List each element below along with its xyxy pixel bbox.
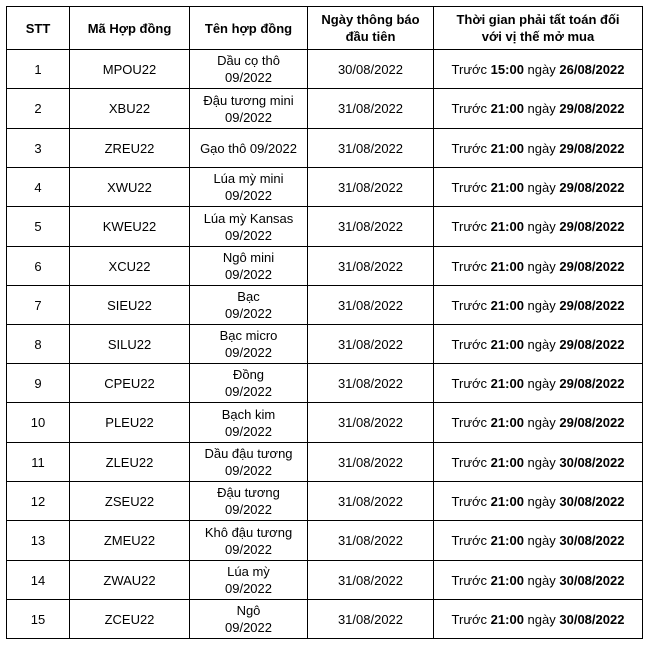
cell-settlement-time [434, 561, 643, 600]
header-settlement-time-line1: Thời gian phải tất toán đối [456, 12, 620, 27]
contract-name-line1: Lúa mỳ Kansas [203, 210, 294, 226]
cell-contract-name [190, 129, 308, 168]
cell-settlement-time [434, 286, 643, 325]
settlement-date: 29/08/2022 [559, 179, 625, 195]
settlement-day-word: ngày [527, 572, 556, 588]
cell-first-notice-date: 31/08/2022 [308, 89, 434, 129]
cell-contract-name [190, 561, 308, 600]
settlement-time: 21:00 [490, 493, 524, 509]
table-row [7, 561, 643, 600]
cell-contract-name [190, 364, 308, 403]
settlement-date: 30/08/2022 [559, 572, 625, 588]
settlement-date: 29/08/2022 [559, 297, 625, 313]
settlement-day-word: ngày [527, 611, 556, 627]
cell-contract-code: ZREU22 [70, 129, 190, 168]
settlement-date: 30/08/2022 [559, 533, 625, 548]
cell-contract-name [190, 168, 308, 207]
settlement-before-word: Trước [451, 179, 488, 195]
cell-contract-name [190, 50, 308, 89]
cell-first-notice-date: 31/08/2022 [308, 482, 434, 521]
table-row [7, 129, 643, 168]
cell-stt: 13 [7, 521, 70, 561]
settlement-before-word: Trước [451, 572, 488, 588]
contract-name-line2: 09/2022 [225, 188, 272, 203]
cell-contract-name [190, 403, 308, 443]
settlement-time: 21:00 [490, 533, 524, 548]
cell-first-notice-date: 31/08/2022 [308, 521, 434, 561]
table-row [7, 364, 643, 403]
cell-first-notice-date: 31/08/2022 [308, 443, 434, 482]
table-row [7, 325, 643, 364]
settlement-date: 29/08/2022 [559, 415, 625, 430]
settlement-day-word: ngày [527, 375, 556, 391]
settlement-date: 29/08/2022 [559, 336, 625, 352]
cell-contract-code: ZMEU22 [70, 521, 190, 561]
settlement-day-word: ngày [527, 140, 556, 156]
cell-contract-code: XCU22 [70, 247, 190, 286]
cell-stt: 8 [7, 325, 70, 364]
cell-stt: 11 [7, 443, 70, 482]
contract-name-line1: Bạc [237, 289, 260, 304]
contract-name-line1: Khô đậu tương [204, 524, 293, 540]
contract-name-line1: Dầu cọ thô [217, 53, 280, 68]
settlement-day-word: ngày [527, 454, 556, 470]
cell-first-notice-date: 30/08/2022 [308, 50, 434, 89]
settlement-day-word: ngày [527, 533, 556, 548]
settlement-before-word: Trước [451, 454, 488, 470]
settlement-time: 21:00 [490, 258, 524, 274]
settlement-before-word: Trước [451, 258, 488, 274]
cell-stt: 7 [7, 286, 70, 325]
cell-contract-name [190, 482, 308, 521]
contract-name-line1: Đậu tương mini [203, 92, 294, 108]
cell-contract-code: ZLEU22 [70, 443, 190, 482]
contract-name-line2: 09/2022 [225, 463, 272, 478]
cell-stt: 12 [7, 482, 70, 521]
cell-contract-code: SILU22 [70, 325, 190, 364]
cell-contract-name [190, 521, 308, 561]
contract-name-line2: 09/2022 [225, 620, 272, 635]
table-body [7, 50, 643, 639]
settlement-time: 21:00 [490, 454, 524, 470]
settlement-time: 21:00 [490, 611, 524, 627]
settlement-time: 21:00 [490, 140, 524, 156]
settlement-before-word: Trước [451, 611, 488, 627]
settlement-date: 30/08/2022 [559, 454, 625, 470]
cell-first-notice-date: 31/08/2022 [308, 364, 434, 403]
header-stt: STT [7, 7, 70, 50]
contract-name-line1: Dầu đậu tương [204, 446, 293, 461]
settlement-date: 30/08/2022 [559, 611, 625, 627]
cell-settlement-time [434, 364, 643, 403]
table-row [7, 247, 643, 286]
cell-first-notice-date: 31/08/2022 [308, 286, 434, 325]
cell-contract-name [190, 89, 308, 129]
settlement-before-word: Trước [451, 533, 488, 548]
contract-name-line1: Đậu tương [217, 485, 280, 500]
cell-settlement-time [434, 443, 643, 482]
cell-first-notice-date: 31/08/2022 [308, 403, 434, 443]
cell-contract-code: ZCEU22 [70, 600, 190, 639]
header-settlement-time-line2: với vị thế mở mua [481, 29, 595, 44]
table-header [7, 7, 643, 50]
cell-stt: 4 [7, 168, 70, 207]
contract-name-line2: 09/2022 [225, 502, 272, 517]
table-row [7, 403, 643, 443]
cell-contract-name [190, 443, 308, 482]
cell-stt: 1 [7, 50, 70, 89]
contract-name-line2: 09/2022 [225, 306, 272, 321]
cell-contract-code: ZSEU22 [70, 482, 190, 521]
cell-contract-code: PLEU22 [70, 403, 190, 443]
cell-settlement-time [434, 207, 643, 247]
settlement-before-word: Trước [451, 336, 488, 352]
cell-contract-code: ZWAU22 [70, 561, 190, 600]
settlement-time: 21:00 [490, 179, 524, 195]
settlement-time: 21:00 [490, 375, 524, 391]
table-row [7, 168, 643, 207]
cell-stt: 2 [7, 89, 70, 129]
cell-settlement-time [434, 600, 643, 639]
settlement-date: 26/08/2022 [559, 61, 625, 77]
settlement-day-word: ngày [527, 101, 556, 116]
header-first-notice-date-line1: Ngày thông báo [321, 12, 420, 27]
contract-name-line1: Bạch kim [221, 406, 276, 422]
contract-name-line1: Đồng [232, 367, 265, 382]
settlement-time: 21:00 [490, 572, 524, 588]
settlement-before-word: Trước [451, 493, 488, 509]
cell-contract-code: CPEU22 [70, 364, 190, 403]
settlement-time: 21:00 [490, 415, 524, 430]
contract-name-line2: 09/2022 [225, 70, 272, 85]
contract-name-line2: 09/2022 [225, 423, 272, 439]
settlement-before-word: Trước [451, 101, 488, 116]
contract-name-line2: 09/2022 [225, 227, 272, 243]
settlement-date: 29/08/2022 [559, 258, 625, 274]
header-contract-name: Tên hợp đồng [190, 7, 308, 50]
settlement-day-word: ngày [527, 258, 556, 274]
settlement-before-word: Trước [451, 61, 488, 77]
contract-name-line1: Bạc micro [219, 328, 278, 343]
settlement-day-word: ngày [527, 493, 556, 509]
table-row [7, 600, 643, 639]
cell-first-notice-date: 31/08/2022 [308, 207, 434, 247]
settlement-time: 15:00 [490, 61, 524, 77]
cell-settlement-time [434, 168, 643, 207]
table-row [7, 89, 643, 129]
table-row [7, 207, 643, 247]
settlement-date: 29/08/2022 [559, 140, 625, 156]
cell-first-notice-date: 31/08/2022 [308, 600, 434, 639]
cell-stt: 3 [7, 129, 70, 168]
cell-first-notice-date: 31/08/2022 [308, 129, 434, 168]
cell-contract-name [190, 286, 308, 325]
header-contract-code: Mã Hợp đồng [70, 7, 190, 50]
cell-contract-code: SIEU22 [70, 286, 190, 325]
cell-settlement-time [434, 50, 643, 89]
settlement-day-word: ngày [527, 61, 556, 77]
contract-name-line1: Ngô mini [222, 250, 275, 265]
cell-stt: 5 [7, 207, 70, 247]
cell-first-notice-date: 31/08/2022 [308, 168, 434, 207]
cell-contract-code: XWU22 [70, 168, 190, 207]
cell-first-notice-date: 31/08/2022 [308, 325, 434, 364]
contract-name-line1: Gạo thô 09/2022 [200, 140, 297, 156]
contract-name-line1: Ngô [236, 603, 261, 618]
settlement-date: 30/08/2022 [559, 493, 625, 509]
settlement-day-word: ngày [527, 297, 556, 313]
cell-settlement-time [434, 247, 643, 286]
header-first-notice-date [308, 7, 434, 50]
settlement-time: 21:00 [490, 336, 524, 352]
settlement-day-word: ngày [527, 219, 556, 234]
cell-stt: 10 [7, 403, 70, 443]
table-row [7, 50, 643, 89]
header-first-notice-date-line2: đầu tiên [345, 29, 396, 44]
cell-stt: 6 [7, 247, 70, 286]
cell-settlement-time [434, 129, 643, 168]
settlement-date: 29/08/2022 [559, 219, 625, 234]
cell-stt: 14 [7, 561, 70, 600]
contract-name-line2: 09/2022 [225, 267, 272, 282]
contract-name-line1: Lúa mỳ [227, 564, 270, 579]
cell-settlement-time [434, 325, 643, 364]
settlement-before-word: Trước [451, 375, 488, 391]
table-row [7, 286, 643, 325]
cell-contract-code: KWEU22 [70, 207, 190, 247]
contract-name-line2: 09/2022 [225, 109, 272, 125]
cell-settlement-time [434, 89, 643, 129]
settlement-day-word: ngày [527, 179, 556, 195]
settlement-before-word: Trước [451, 140, 488, 156]
header-settlement-time [434, 7, 643, 50]
cell-contract-code: MPOU22 [70, 50, 190, 89]
settlement-before-word: Trước [451, 415, 488, 430]
contract-name-line2: 09/2022 [225, 384, 272, 399]
cell-settlement-time [434, 521, 643, 561]
cell-stt: 9 [7, 364, 70, 403]
cell-first-notice-date: 31/08/2022 [308, 247, 434, 286]
settlement-day-word: ngày [527, 415, 556, 430]
cell-contract-name [190, 325, 308, 364]
cell-contract-name [190, 600, 308, 639]
cell-settlement-time [434, 482, 643, 521]
contract-name-line2: 09/2022 [225, 345, 272, 360]
contract-name-line2: 09/2022 [225, 581, 272, 596]
cell-first-notice-date: 31/08/2022 [308, 561, 434, 600]
table-row [7, 521, 643, 561]
table-row [7, 482, 643, 521]
settlement-before-word: Trước [451, 297, 488, 313]
table-row [7, 443, 643, 482]
contract-name-line1: Lúa mỳ mini [213, 171, 284, 186]
header-row [7, 7, 643, 50]
cell-stt: 15 [7, 600, 70, 639]
settlement-date: 29/08/2022 [559, 101, 625, 116]
cell-settlement-time [434, 403, 643, 443]
settlement-time: 21:00 [490, 101, 524, 116]
contracts-table [6, 6, 643, 639]
settlement-date: 29/08/2022 [559, 375, 625, 391]
settlement-day-word: ngày [527, 336, 556, 352]
cell-contract-name [190, 247, 308, 286]
cell-contract-name [190, 207, 308, 247]
contract-name-line2: 09/2022 [225, 541, 272, 557]
cell-contract-code: XBU22 [70, 89, 190, 129]
settlement-time: 21:00 [490, 297, 524, 313]
settlement-time: 21:00 [490, 219, 524, 234]
settlement-before-word: Trước [451, 219, 488, 234]
